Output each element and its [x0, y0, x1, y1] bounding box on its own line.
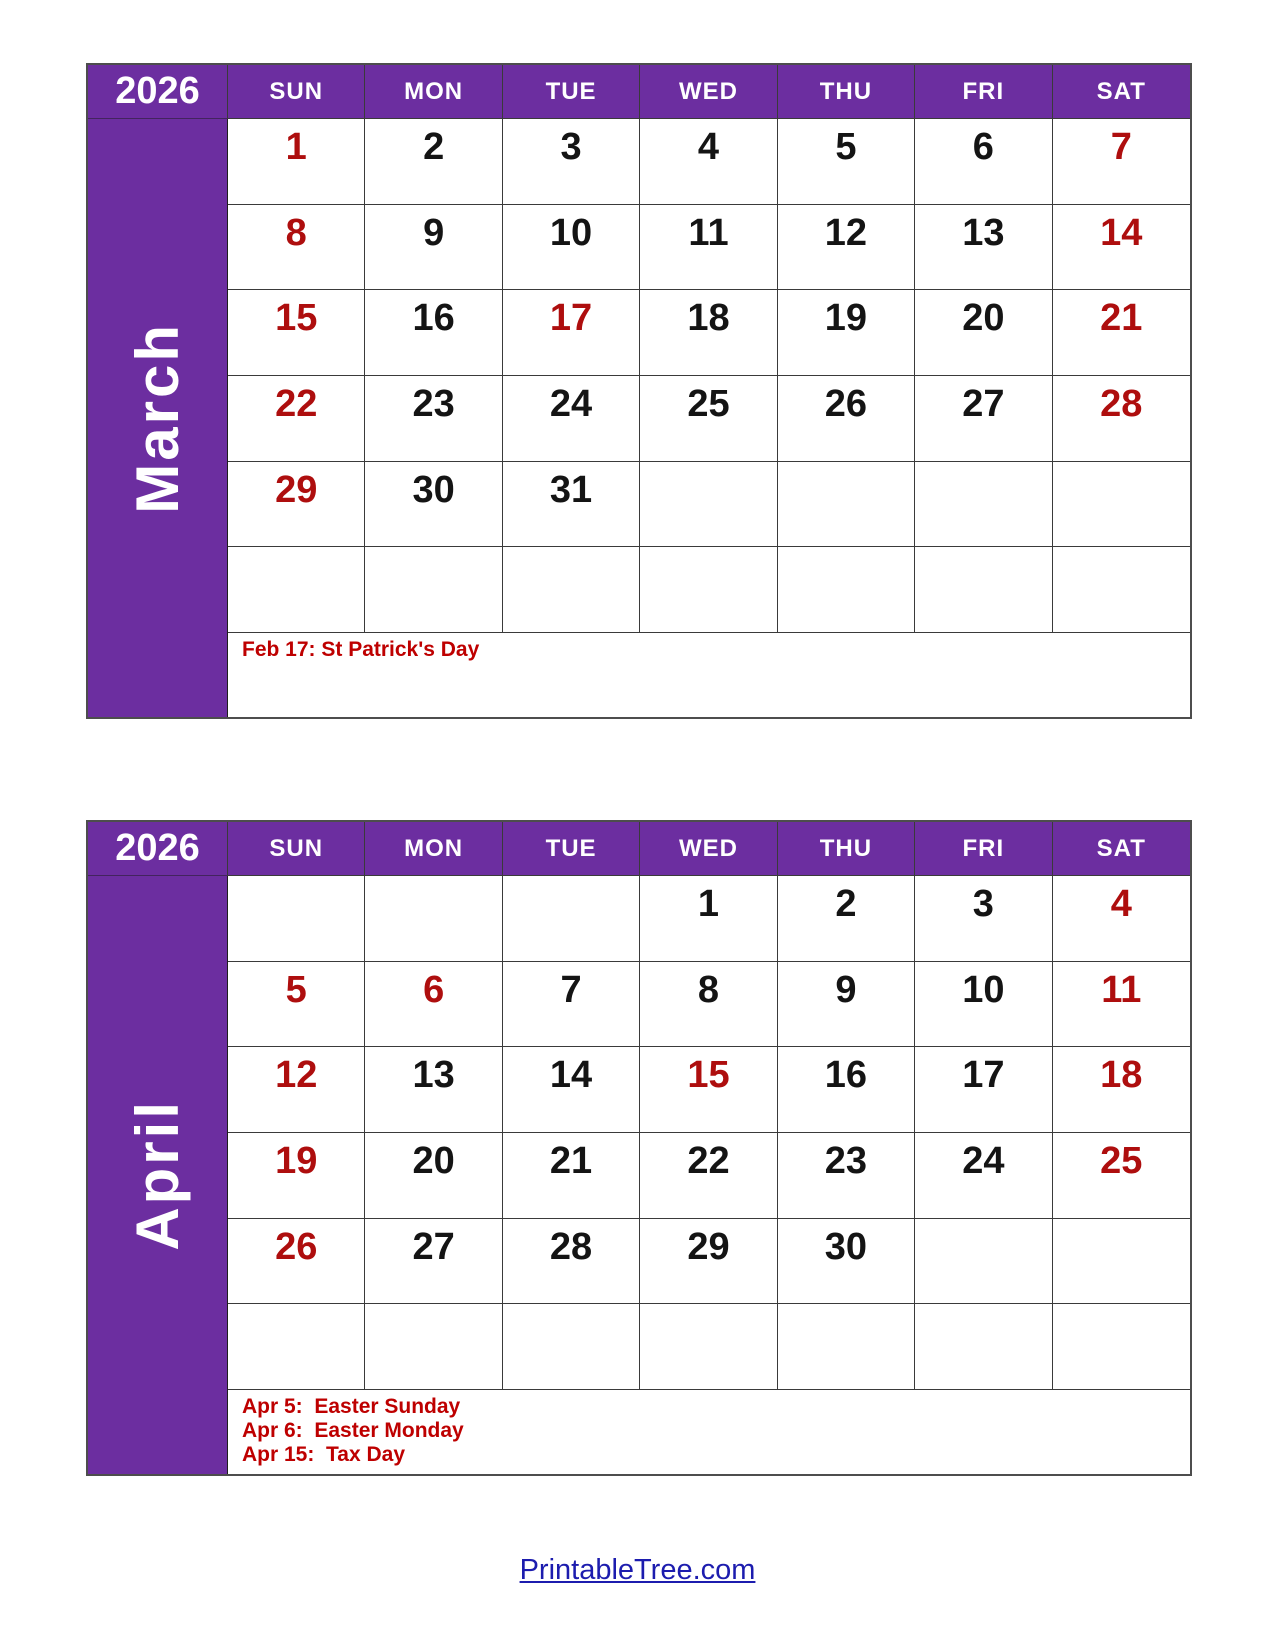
date-cell-empty — [365, 876, 502, 962]
weekday-header: TUE — [503, 822, 640, 876]
month-name: March — [123, 322, 191, 514]
date-cell-empty — [1053, 547, 1190, 633]
date-cell-empty — [915, 1219, 1052, 1305]
date-cell-empty — [228, 1304, 365, 1390]
date-cell: 9 — [778, 962, 915, 1048]
date-cell: 23 — [365, 376, 502, 462]
date-cell: 7 — [1053, 119, 1190, 205]
date-cell-empty — [915, 1304, 1052, 1390]
date-cell: 25 — [1053, 1133, 1190, 1219]
weekday-header: SUN — [228, 822, 365, 876]
date-cell-empty — [228, 876, 365, 962]
date-cell: 30 — [365, 462, 502, 548]
date-cell: 15 — [640, 1047, 777, 1133]
date-cell: 30 — [778, 1219, 915, 1305]
holiday-note-line: Apr 5: Easter Sunday — [242, 1394, 461, 1418]
date-cell: 10 — [503, 205, 640, 291]
date-cell-empty — [640, 1304, 777, 1390]
date-cell: 6 — [915, 119, 1052, 205]
weekday-header: SAT — [1053, 65, 1190, 119]
weekday-header: TUE — [503, 65, 640, 119]
weekday-header: FRI — [915, 822, 1052, 876]
date-cell: 28 — [503, 1219, 640, 1305]
weekday-header: SAT — [1053, 822, 1190, 876]
date-cell: 29 — [640, 1219, 777, 1305]
date-cell-empty — [1053, 462, 1190, 548]
date-cell: 2 — [365, 119, 502, 205]
weekday-header: THU — [778, 65, 915, 119]
date-cell: 24 — [503, 376, 640, 462]
date-cell: 17 — [503, 290, 640, 376]
month-sidebar — [88, 119, 228, 717]
date-cell: 5 — [778, 119, 915, 205]
date-cell: 14 — [503, 1047, 640, 1133]
date-cell: 18 — [1053, 1047, 1190, 1133]
year-label: 2026 — [88, 65, 228, 119]
date-cell: 13 — [365, 1047, 502, 1133]
footer-link[interactable]: PrintableTree.com — [519, 1554, 756, 1586]
date-cell: 27 — [365, 1219, 502, 1305]
weekday-header: WED — [640, 65, 777, 119]
date-cell-empty — [915, 462, 1052, 548]
holiday-note-line: Apr 6: Easter Monday — [242, 1418, 464, 1442]
weekday-header: MON — [365, 822, 502, 876]
date-cell: 17 — [915, 1047, 1052, 1133]
date-cell: 29 — [228, 462, 365, 548]
date-cell: 12 — [778, 205, 915, 291]
date-cell: 2 — [778, 876, 915, 962]
date-cell-empty — [640, 547, 777, 633]
date-cell-empty — [778, 462, 915, 548]
date-cell: 31 — [503, 462, 640, 548]
holiday-notes — [228, 633, 1190, 717]
date-cell: 16 — [365, 290, 502, 376]
date-cell: 6 — [365, 962, 502, 1048]
date-cell: 12 — [228, 1047, 365, 1133]
date-cell: 4 — [1053, 876, 1190, 962]
date-cell: 10 — [915, 962, 1052, 1048]
date-cell-empty — [365, 547, 502, 633]
date-cell: 26 — [778, 376, 915, 462]
date-cell: 19 — [228, 1133, 365, 1219]
date-cell-empty — [1053, 1219, 1190, 1305]
date-cell: 16 — [778, 1047, 915, 1133]
weekday-header: WED — [640, 822, 777, 876]
date-cell: 13 — [915, 205, 1052, 291]
date-cell-empty — [778, 1304, 915, 1390]
date-cell: 15 — [228, 290, 365, 376]
date-cell-empty — [640, 462, 777, 548]
date-cell: 21 — [1053, 290, 1190, 376]
date-cell: 28 — [1053, 376, 1190, 462]
date-cell: 4 — [640, 119, 777, 205]
date-cell: 1 — [228, 119, 365, 205]
page-footer — [0, 1554, 1275, 1587]
calendar-march — [86, 63, 1192, 719]
date-cell: 11 — [640, 205, 777, 291]
date-cell: 3 — [915, 876, 1052, 962]
date-cell: 3 — [503, 119, 640, 205]
date-cell: 25 — [640, 376, 777, 462]
date-cell-empty — [228, 547, 365, 633]
date-cell: 8 — [640, 962, 777, 1048]
holiday-note-line: Feb 17: St Patrick's Day — [242, 637, 480, 661]
date-cell-empty — [1053, 1304, 1190, 1390]
month-name: April — [123, 1099, 191, 1251]
date-cell: 20 — [365, 1133, 502, 1219]
holiday-notes — [228, 1390, 1190, 1474]
date-cell: 8 — [228, 205, 365, 291]
date-cell-empty — [503, 1304, 640, 1390]
date-cell: 19 — [778, 290, 915, 376]
date-cell-empty — [915, 547, 1052, 633]
date-cell: 23 — [778, 1133, 915, 1219]
date-cell: 7 — [503, 962, 640, 1048]
date-cell: 9 — [365, 205, 502, 291]
date-cell: 11 — [1053, 962, 1190, 1048]
weekday-header: FRI — [915, 65, 1052, 119]
date-cell-empty — [503, 547, 640, 633]
year-label: 2026 — [88, 822, 228, 876]
date-cell: 21 — [503, 1133, 640, 1219]
holiday-note-line: Apr 15: Tax Day — [242, 1442, 406, 1466]
calendar-april — [86, 820, 1192, 1476]
date-cell: 20 — [915, 290, 1052, 376]
weekday-header: MON — [365, 65, 502, 119]
date-cell: 14 — [1053, 205, 1190, 291]
date-cell: 18 — [640, 290, 777, 376]
date-cell: 22 — [640, 1133, 777, 1219]
date-cell: 27 — [915, 376, 1052, 462]
date-cell: 22 — [228, 376, 365, 462]
weekday-header: THU — [778, 822, 915, 876]
date-cell-empty — [365, 1304, 502, 1390]
date-cell-empty — [778, 547, 915, 633]
date-cell: 5 — [228, 962, 365, 1048]
date-cell: 26 — [228, 1219, 365, 1305]
date-cell: 1 — [640, 876, 777, 962]
date-cell-empty — [503, 876, 640, 962]
month-sidebar — [88, 876, 228, 1474]
weekday-header: SUN — [228, 65, 365, 119]
date-cell: 24 — [915, 1133, 1052, 1219]
